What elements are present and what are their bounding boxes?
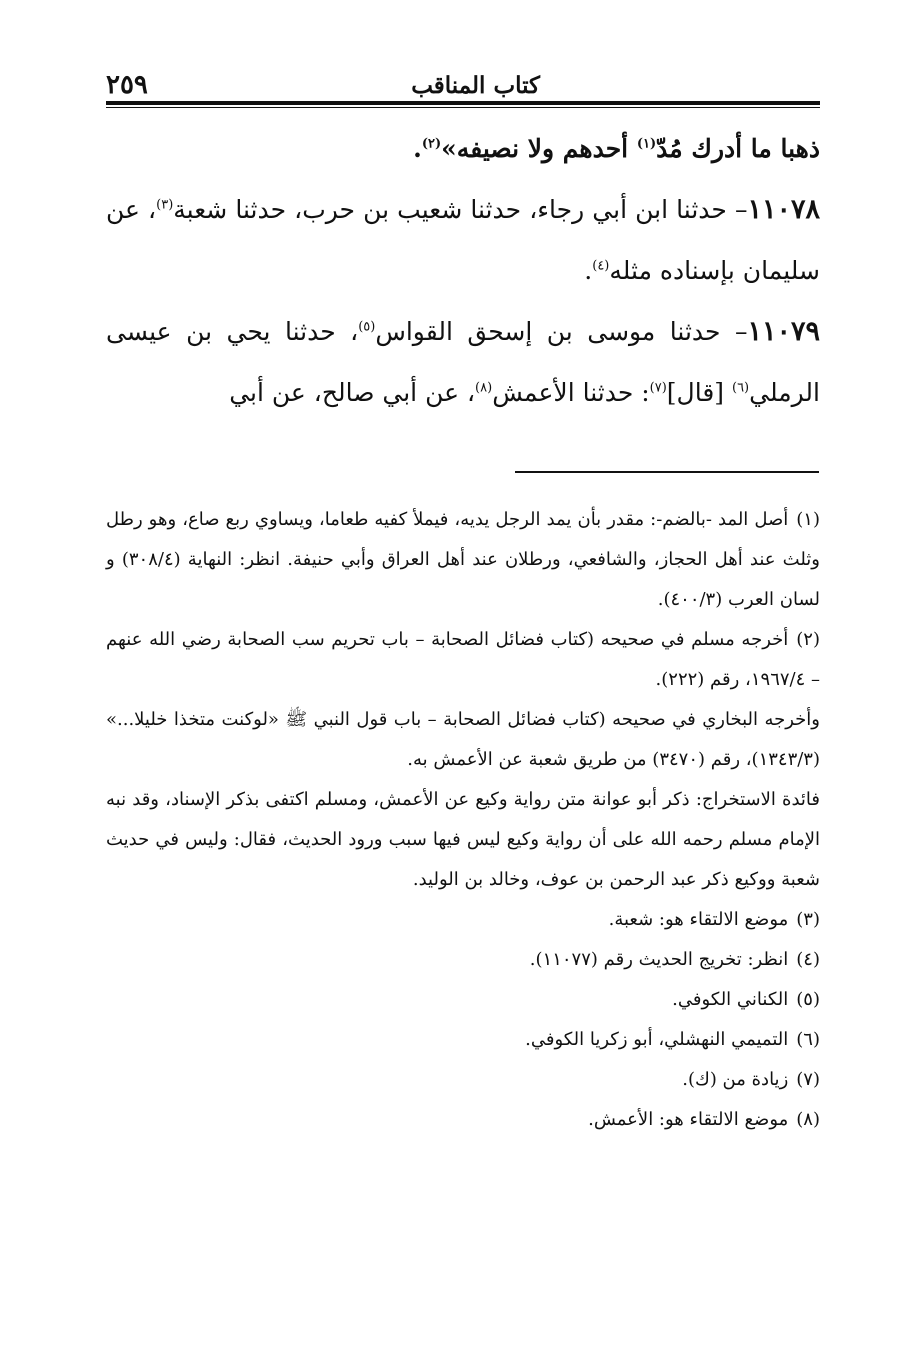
footnote-ref: (٥) <box>358 319 376 335</box>
footnote-2-benefit <box>106 780 820 900</box>
footnotes <box>106 500 820 1140</box>
footnote-2 <box>106 620 820 700</box>
footnote-ref: (٧) <box>649 380 667 396</box>
footnote-number: (٣) <box>796 909 820 930</box>
footnote-text: موضع الالتقاء هو: شعبة. <box>608 909 789 930</box>
footnote-ref: (٤) <box>592 258 610 274</box>
text-segment: ذهبا ما أدرك مُدّ <box>656 134 820 163</box>
footnote-text: التميمي النهشلي، أبو زكريا الكوفي. <box>525 1029 789 1050</box>
header-rule-thick <box>106 101 820 105</box>
footnote-text: فائدة الاستخراج: ذكر أبو عوانة متن رواية وكيع عن الأعمش، ومسلم اكتفى بذكر الإسناد، وقد نبه الإمام مسلم رحمه الله على أن رواية وكيع ليس فيها سبب ورود الحديث، فقال: وليس في حديث شعبة ووكيع ذكر عبد الرحمن بن عوف، وخالد بن الوليد. <box>106 789 820 890</box>
footnote-5 <box>106 980 820 1020</box>
footnote-ref: (٢) <box>421 136 442 152</box>
footnote-text: الكناني الكوفي. <box>672 989 789 1010</box>
text-segment: أحدهم ولا نصيفه» <box>441 134 637 163</box>
text-segment: ، عن أبي صالح، عن أبي <box>229 378 476 407</box>
footnote-8 <box>106 1100 820 1140</box>
text-segment: . <box>413 134 422 163</box>
footnote-7 <box>106 1060 820 1100</box>
main-text <box>106 118 820 423</box>
footnote-number: (٦) <box>796 1029 820 1050</box>
footnote-text: انظر: تخريج الحديث رقم (١١٠٧٧). <box>529 949 789 970</box>
footnote-text: موضع الالتقاء هو: الأعمش. <box>588 1109 789 1130</box>
footnote-3 <box>106 900 820 940</box>
footnote-4 <box>106 940 820 980</box>
footnote-ref: (١) <box>636 136 657 152</box>
hadith-number: ١١٠٧٨ <box>747 194 820 225</box>
text-segment: [قال] <box>666 378 732 407</box>
footnote-text: زيادة من (ك). <box>682 1069 789 1090</box>
footnote-number: (١) <box>796 509 820 530</box>
page-number: ٢٥٩ <box>106 70 148 100</box>
footnote-text: وأخرجه البخاري في صحيحه (كتاب فضائل الصحابة – باب قول النبي ﷺ «لوكنت متخذا خليلا...» (١٣٤٣/٣)، رقم (٣٤٧٠) من طريق شعبة عن الأعمش به. <box>106 709 820 770</box>
continued-hadith-line <box>106 118 820 179</box>
running-title: كتاب المناقب <box>411 72 540 99</box>
footnote-1 <box>106 500 820 620</box>
footnote-6 <box>106 1020 820 1060</box>
footnote-ref: (٣) <box>156 197 174 213</box>
text-segment: : حدثنا الأعمش <box>492 378 650 407</box>
text-segment: . <box>584 256 593 285</box>
text-segment: – حدثنا موسى بن إسحق القواس <box>375 317 748 346</box>
footnote-ref: (٦) <box>731 380 750 396</box>
hadith-number: ١١٠٧٩ <box>747 316 820 347</box>
footnote-text: أصل المد -بالضم-: مقدر بأن يمد الرجل يديه، فيملأ كفيه طعاما، ويساوي ربع صاع، وهو رطل وثلث عند أهل الحجاز، والشافعي، ورطلان عند أهل العراق وأبي حنيفة. انظر: النهاية (٣٠٨/٤) و لسان العرب (٤٠٠/٣). <box>106 509 820 610</box>
header-rule-thin <box>106 107 820 108</box>
footnote-number: (٤) <box>796 949 820 970</box>
text-segment: ، حدثنا يحي بن عيسى الرملي <box>106 317 820 407</box>
hadith-11079 <box>106 301 820 423</box>
footnote-number: (٢) <box>796 629 820 650</box>
text-segment: ، عن سليمان بإسناده مثله <box>106 195 820 285</box>
footnote-number: (٥) <box>796 989 820 1010</box>
footnote-number: (٨) <box>796 1109 820 1130</box>
footnote-2-continued <box>106 700 820 780</box>
hadith-11078 <box>106 179 820 301</box>
text-segment: – حدثنا ابن أبي رجاء، حدثنا شعيب بن حرب، حدثنا شعبة <box>173 195 748 224</box>
footnote-number: (٧) <box>796 1069 820 1090</box>
footnote-ref: (٨) <box>475 380 493 396</box>
footnote-separator <box>515 471 819 473</box>
footnote-text: أخرجه مسلم في صحيحه (كتاب فضائل الصحابة – باب تحريم سب الصحابة رضي الله عنهم – ١٩٦٧/٤، رقم (٢٢٢). <box>106 629 820 690</box>
